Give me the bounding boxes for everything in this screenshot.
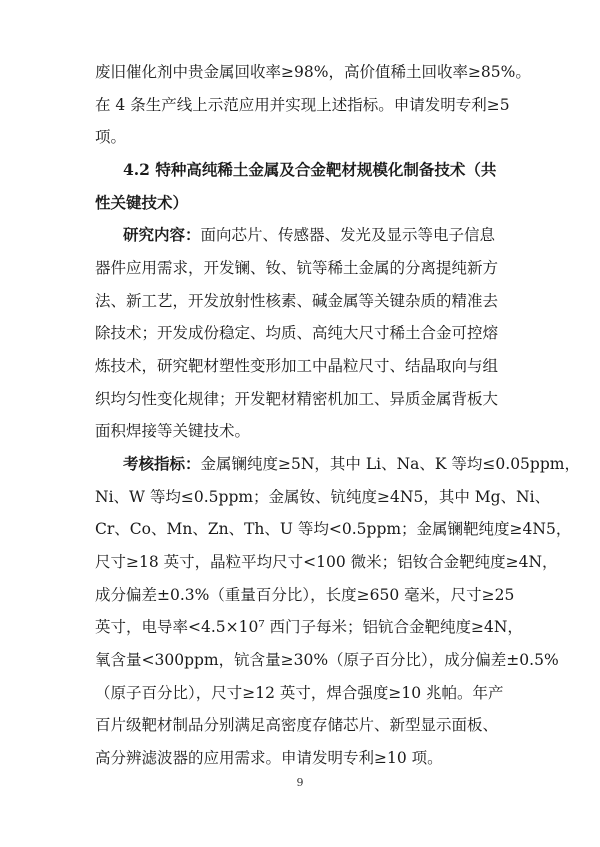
text-line: 氧含量<300ppm，钪含量≥30%（原子百分比），成分偏差±0.5% [95,651,559,669]
text-line: 器件应用需求，开发镧、钕、钪等稀土金属的分离提纯新方 [95,259,499,277]
text-line: 百片级靶材制品分别满足高密度存储芯片、新型显示面板、 [95,716,499,735]
text-line: 英寸，电导率<4.5×10⁷ 西门子每米；铝钪合金靶纯度≥4N， [95,618,523,637]
text-line: Cr、Co、Mn、Zn、Th、U 等均<0.5ppm；金属镧靶纯度≥4N5， [95,520,572,539]
text-line: 项。 [95,128,127,147]
text-line: （原子百分比），尺寸≥12 英寸，焊合强度≥10 兆帕。年产 [95,683,504,702]
text-line: Ni、W 等均≤0.5ppm；金属钕、钪纯度≥4N5，其中 Mg、Ni、 [95,487,551,506]
text-line: 成分偏差±0.3%（重量百分比），长度≥650 毫米，尺寸≥25 [95,585,515,604]
text-line: 高分辨滤波器的应用需求。申请发明专利≥10 项。 [95,749,443,767]
text-line: 法、新工艺，开发放射性核素、碱金属等关键杂质的精准去 [95,291,499,310]
text-line: 除技术；开发成份稳定、均质、高纯大尺寸稀土合金可控熔 [95,324,499,343]
section-heading: 4.2 特种高纯稀土金属及合金靶材规模化制备技术（共 [123,160,497,179]
research-content-paragraph: 研究内容：面向芯片、传感器、发光及显示等电子信息 [123,225,496,245]
text-line: 尺寸≥18 英寸，晶粒平均尺寸<100 微米；铝钕合金靶纯度≥4N， [95,553,558,571]
text-line: 在 4 条生产线上示范应用并实现上述指标。申请发明专利≥5 [95,95,510,114]
page-number: 9 [296,776,304,789]
assessment-indicators-paragraph: 考核指标：金属镧纯度≥5N，其中 Li、Na、K 等均≤0.05ppm， [123,454,580,473]
text-line: 炼技术，研究靶材塑性变形加工中晶粒尺寸、结晶取向与组 [95,357,499,375]
text-line: 织均匀性变化规律；开发靶材精密机加工、异质金属背板大 [95,389,499,408]
assessment-indicators-label: 考核指标： [123,454,201,473]
text-line: 废旧催化剂中贵金属回收率≥98%，高价值稀土回收率≥85%。 [95,63,531,81]
text-line: 面积焊接等关键技术。 [95,422,251,441]
section-heading-continuation: 性关键技术） [95,192,189,212]
research-content-label: 研究内容： [123,225,201,245]
